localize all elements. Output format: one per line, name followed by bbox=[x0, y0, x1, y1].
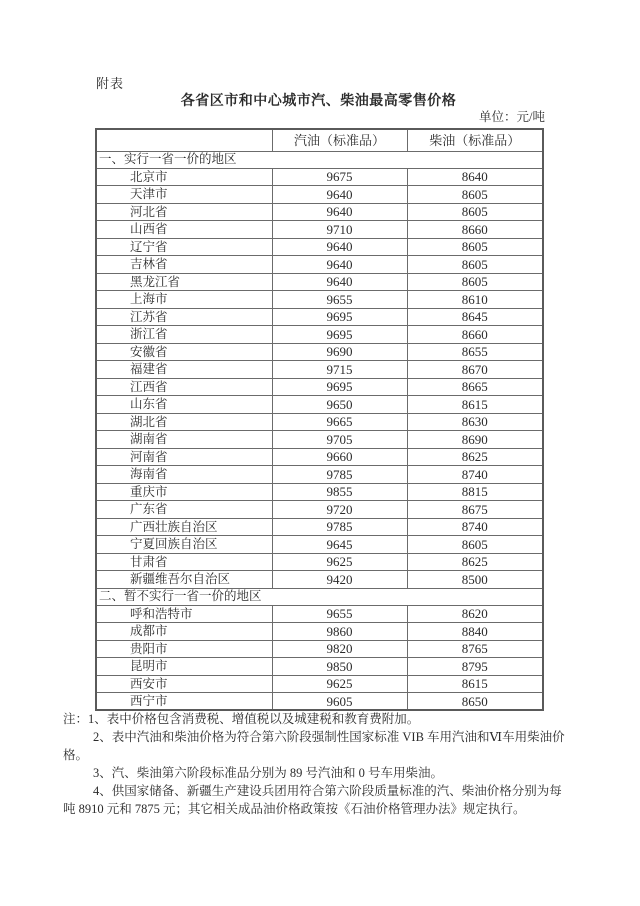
region-cell: 上海市 bbox=[96, 291, 272, 309]
region-cell: 广西壮族自治区 bbox=[96, 518, 272, 536]
diesel-price-cell: 8660 bbox=[407, 221, 543, 239]
diesel-price-cell: 8665 bbox=[407, 378, 543, 396]
region-cell: 甘肃省 bbox=[96, 553, 272, 571]
region-cell: 西宁市 bbox=[96, 693, 272, 711]
section-header-cell: 二、暂不实行一省一价的地区 bbox=[96, 588, 543, 605]
gasoline-price-cell: 9625 bbox=[272, 553, 407, 571]
region-cell: 福建省 bbox=[96, 361, 272, 379]
diesel-column-header: 柴油（标准品） bbox=[407, 129, 543, 151]
region-cell: 贵阳市 bbox=[96, 640, 272, 658]
note-line-4-wrap: 吨 8910 元和 7875 元；其它相关成品油价格政策按《石油价格管理办法》规定执行。 bbox=[63, 802, 526, 816]
gasoline-price-cell: 9640 bbox=[272, 186, 407, 204]
region-cell: 黑龙江省 bbox=[96, 273, 272, 291]
attachment-label: 附表 bbox=[96, 76, 125, 91]
note-line-3: 3、汽、柴油第六阶段标准品分别为 89 号汽油和 0 号车用柴油。 bbox=[93, 766, 444, 780]
diesel-price-cell: 8670 bbox=[407, 361, 543, 379]
gasoline-price-cell: 9715 bbox=[272, 361, 407, 379]
note-line-2: 2、表中汽油和柴油价格为符合第六阶段强制性国家标准 VIB 车用汽油和Ⅵ车用柴油价 bbox=[93, 730, 565, 744]
diesel-price-cell: 8675 bbox=[407, 501, 543, 519]
diesel-price-cell: 8625 bbox=[407, 553, 543, 571]
region-column-header bbox=[96, 129, 272, 151]
table-row bbox=[96, 396, 543, 414]
table-row bbox=[96, 361, 543, 379]
gasoline-price-cell: 9640 bbox=[272, 273, 407, 291]
diesel-price-cell: 8815 bbox=[407, 483, 543, 501]
table-row bbox=[96, 168, 543, 186]
region-cell: 广东省 bbox=[96, 501, 272, 519]
gasoline-price-cell: 9655 bbox=[272, 605, 407, 623]
diesel-price-cell: 8615 bbox=[407, 675, 543, 693]
table-row bbox=[96, 326, 543, 344]
region-cell: 江苏省 bbox=[96, 308, 272, 326]
region-cell: 重庆市 bbox=[96, 483, 272, 501]
diesel-price-cell: 8840 bbox=[407, 623, 543, 641]
diesel-price-cell: 8660 bbox=[407, 326, 543, 344]
table-row bbox=[96, 221, 543, 239]
gasoline-price-cell: 9640 bbox=[272, 238, 407, 256]
gasoline-price-cell: 9690 bbox=[272, 343, 407, 361]
diesel-price-cell: 8605 bbox=[407, 536, 543, 554]
table-row bbox=[96, 658, 543, 676]
table-row bbox=[96, 518, 543, 536]
gasoline-price-cell: 9605 bbox=[272, 693, 407, 711]
table-row bbox=[96, 483, 543, 501]
diesel-price-cell: 8740 bbox=[407, 518, 543, 536]
diesel-price-cell: 8605 bbox=[407, 186, 543, 204]
gasoline-price-cell: 9655 bbox=[272, 291, 407, 309]
gasoline-price-cell: 9640 bbox=[272, 203, 407, 221]
region-cell: 宁夏回族自治区 bbox=[96, 536, 272, 554]
gasoline-price-cell: 9785 bbox=[272, 466, 407, 484]
table-row bbox=[96, 308, 543, 326]
diesel-price-cell: 8655 bbox=[407, 343, 543, 361]
diesel-price-cell: 8640 bbox=[407, 168, 543, 186]
gasoline-price-cell: 9420 bbox=[272, 571, 407, 589]
table-row bbox=[96, 693, 543, 711]
region-cell: 西安市 bbox=[96, 675, 272, 693]
diesel-price-cell: 8500 bbox=[407, 571, 543, 589]
table-row bbox=[96, 186, 543, 204]
diesel-price-cell: 8645 bbox=[407, 308, 543, 326]
region-cell: 湖北省 bbox=[96, 413, 272, 431]
region-cell: 吉林省 bbox=[96, 256, 272, 274]
gasoline-price-cell: 9860 bbox=[272, 623, 407, 641]
table-row bbox=[96, 378, 543, 396]
region-cell: 天津市 bbox=[96, 186, 272, 204]
region-cell: 安徽省 bbox=[96, 343, 272, 361]
diesel-price-cell: 8605 bbox=[407, 238, 543, 256]
diesel-price-cell: 8795 bbox=[407, 658, 543, 676]
table-row bbox=[96, 640, 543, 658]
diesel-price-cell: 8765 bbox=[407, 640, 543, 658]
gasoline-price-cell: 9665 bbox=[272, 413, 407, 431]
diesel-price-cell: 8630 bbox=[407, 413, 543, 431]
note-line-4: 4、供国家储备、新疆生产建设兵团用符合第六阶段质量标准的汽、柴油价格分别为每 bbox=[93, 784, 562, 798]
table-row bbox=[96, 448, 543, 466]
diesel-price-cell: 8615 bbox=[407, 396, 543, 414]
gasoline-price-cell: 9625 bbox=[272, 675, 407, 693]
region-cell: 山西省 bbox=[96, 221, 272, 239]
table-row bbox=[96, 553, 543, 571]
gasoline-price-cell: 9650 bbox=[272, 396, 407, 414]
table-row bbox=[96, 675, 543, 693]
note-line-1: 注：1、表中价格包含消费税、增值税以及城建税和教育费附加。 bbox=[63, 712, 420, 726]
gasoline-price-cell: 9705 bbox=[272, 431, 407, 449]
table-row bbox=[96, 238, 543, 256]
gasoline-price-cell: 9710 bbox=[272, 221, 407, 239]
gasoline-price-cell: 9695 bbox=[272, 378, 407, 396]
gasoline-price-cell: 9720 bbox=[272, 501, 407, 519]
gasoline-price-cell: 9695 bbox=[272, 326, 407, 344]
region-cell: 辽宁省 bbox=[96, 238, 272, 256]
gasoline-column-header: 汽油（标准品） bbox=[272, 129, 407, 151]
diesel-price-cell: 8605 bbox=[407, 203, 543, 221]
region-cell: 昆明市 bbox=[96, 658, 272, 676]
page-title: 各省区市和中心城市汽、柴油最高零售价格 bbox=[180, 94, 457, 109]
table-row bbox=[96, 536, 543, 554]
section-header-row bbox=[96, 588, 543, 605]
table-row bbox=[96, 623, 543, 641]
gasoline-price-cell: 9850 bbox=[272, 658, 407, 676]
table-row bbox=[96, 413, 543, 431]
diesel-price-cell: 8620 bbox=[407, 605, 543, 623]
table-row bbox=[96, 466, 543, 484]
table-header-row bbox=[96, 129, 543, 151]
gasoline-price-cell: 9820 bbox=[272, 640, 407, 658]
table-row bbox=[96, 431, 543, 449]
region-cell: 河北省 bbox=[96, 203, 272, 221]
gasoline-price-cell: 9675 bbox=[272, 168, 407, 186]
gasoline-price-cell: 9695 bbox=[272, 308, 407, 326]
notes-block bbox=[63, 710, 565, 818]
region-cell: 成都市 bbox=[96, 623, 272, 641]
fuel-price-table bbox=[95, 128, 544, 711]
table-row bbox=[96, 256, 543, 274]
region-cell: 浙江省 bbox=[96, 326, 272, 344]
table-row bbox=[96, 501, 543, 519]
table-row bbox=[96, 273, 543, 291]
section-header-row bbox=[96, 151, 543, 168]
region-cell: 海南省 bbox=[96, 466, 272, 484]
diesel-price-cell: 8690 bbox=[407, 431, 543, 449]
unit-label: 单位：元/吨 bbox=[479, 110, 545, 124]
diesel-price-cell: 8625 bbox=[407, 448, 543, 466]
table-row bbox=[96, 343, 543, 361]
region-cell: 新疆维吾尔自治区 bbox=[96, 571, 272, 589]
note-line-2-wrap: 格。 bbox=[63, 748, 89, 762]
region-cell: 河南省 bbox=[96, 448, 272, 466]
table-row bbox=[96, 571, 543, 589]
table-row bbox=[96, 203, 543, 221]
diesel-price-cell: 8740 bbox=[407, 466, 543, 484]
diesel-price-cell: 8605 bbox=[407, 256, 543, 274]
region-cell: 北京市 bbox=[96, 168, 272, 186]
diesel-price-cell: 8610 bbox=[407, 291, 543, 309]
table-row bbox=[96, 291, 543, 309]
diesel-price-cell: 8650 bbox=[407, 693, 543, 711]
table-row bbox=[96, 605, 543, 623]
section-header-cell: 一、实行一省一价的地区 bbox=[96, 151, 543, 168]
gasoline-price-cell: 9640 bbox=[272, 256, 407, 274]
region-cell: 山东省 bbox=[96, 396, 272, 414]
gasoline-price-cell: 9855 bbox=[272, 483, 407, 501]
region-cell: 呼和浩特市 bbox=[96, 605, 272, 623]
region-cell: 湖南省 bbox=[96, 431, 272, 449]
diesel-price-cell: 8605 bbox=[407, 273, 543, 291]
gasoline-price-cell: 9660 bbox=[272, 448, 407, 466]
region-cell: 江西省 bbox=[96, 378, 272, 396]
gasoline-price-cell: 9645 bbox=[272, 536, 407, 554]
gasoline-price-cell: 9785 bbox=[272, 518, 407, 536]
